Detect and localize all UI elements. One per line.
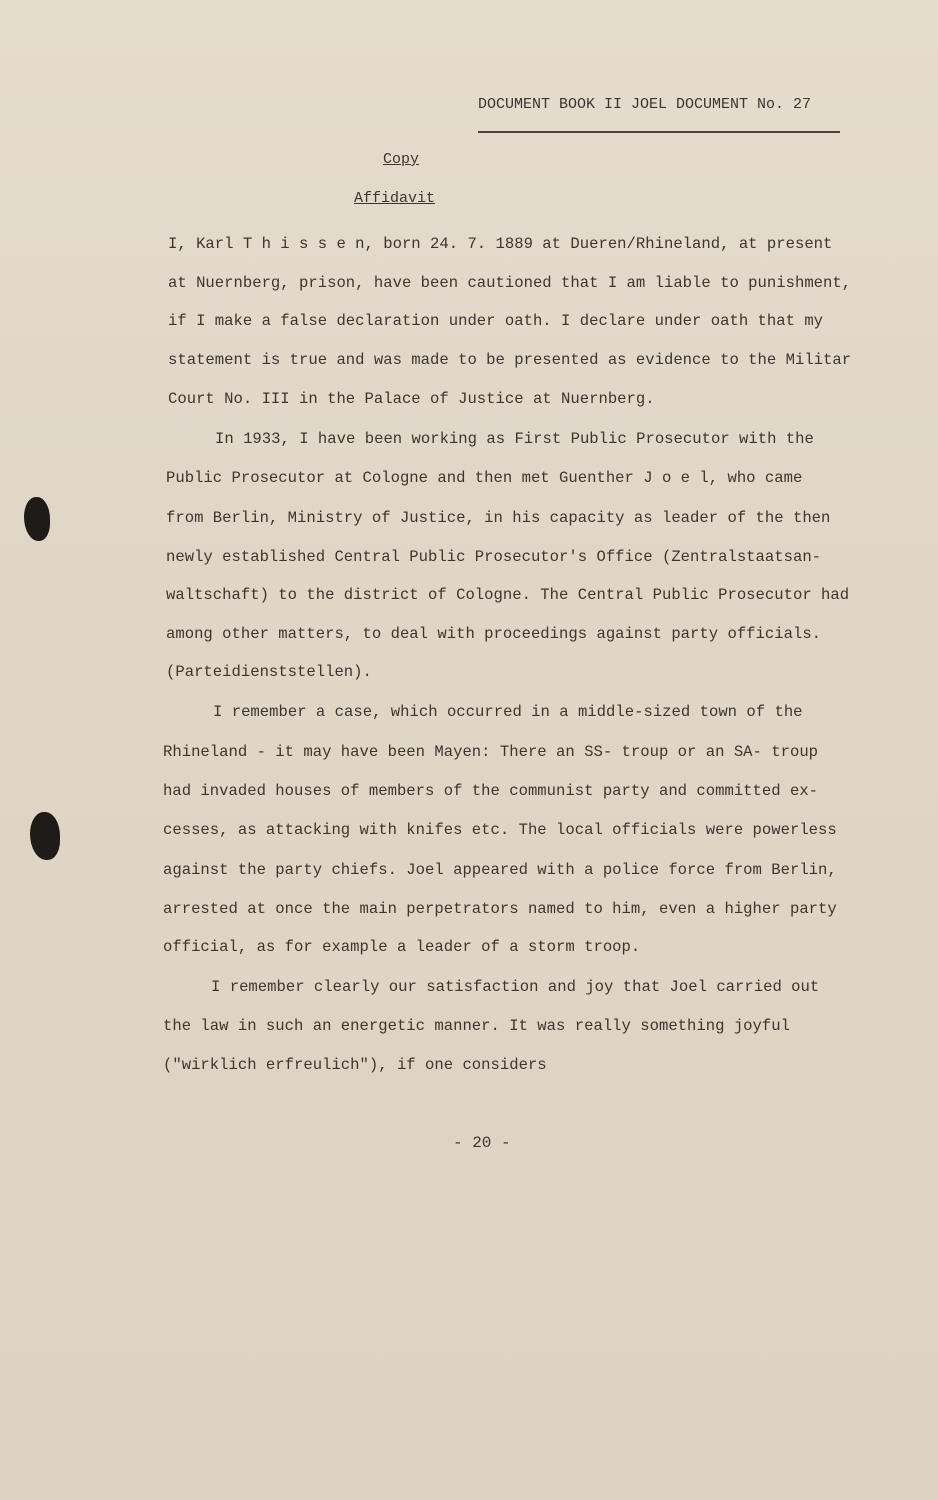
body-line: arrested at once the main perpetrators named to him, even a higher party <box>163 900 837 918</box>
body-line: from Berlin, Ministry of Justice, in his capacity as leader of the then <box>166 509 831 527</box>
punch-hole <box>24 497 50 541</box>
body-line: In 1933, I have been working as First Public Prosecutor with the <box>215 430 814 448</box>
body-line: (Parteidienststellen). <box>166 663 372 681</box>
header-divider <box>478 131 840 133</box>
body-line: had invaded houses of members of the communist party and committed ex- <box>163 782 819 800</box>
body-line: Court No. III in the Palace of Justice at Nuernberg. <box>168 390 655 408</box>
body-line: against the party chiefs. Joel appeared with a police force from Berlin, <box>163 861 837 879</box>
body-line: waltschaft) to the district of Cologne. The Central Public Prosecutor had <box>166 586 850 604</box>
document-reference-header: DOCUMENT BOOK II JOEL DOCUMENT No. 27 <box>478 96 812 113</box>
body-line: Public Prosecutor at Cologne and then met Guenther J o e l, who came <box>166 469 803 487</box>
body-line: at Nuernberg, prison, have been cautioned that I am liable to punishment, <box>168 274 852 292</box>
body-line: newly established Central Public Prosecutor's Office (Zentralstaatsan- <box>166 548 822 566</box>
body-line: if I make a false declaration under oath. I declare under oath that my <box>168 312 824 330</box>
body-line: the law in such an energetic manner. It was really something joyful <box>163 1017 790 1035</box>
page-number: - 20 - <box>453 1134 511 1152</box>
body-line: cesses, as attacking with knifes etc. The local officials were powerless <box>163 821 837 839</box>
body-line: among other matters, to deal with proceedings against party officials. <box>166 625 822 643</box>
punch-hole <box>30 812 60 860</box>
affidavit-title: Affidavit <box>354 190 436 207</box>
body-line: statement is true and was made to be presented as evidence to the Militar <box>168 351 852 369</box>
body-line: Rhineland - it may have been Mayen: There an SS- troup or an SA- troup <box>163 743 819 761</box>
body-line: ("wirklich erfreulich"), if one considers <box>163 1056 547 1074</box>
copy-title: Copy <box>383 151 420 168</box>
body-line: I, Karl T h i s s e n, born 24. 7. 1889 at Dueren/Rhineland, at present <box>168 235 833 253</box>
body-line: I remember clearly our satisfaction and joy that Joel carried out <box>211 978 820 996</box>
body-line: official, as for example a leader of a storm troop. <box>163 938 641 956</box>
body-line: I remember a case, which occurred in a middle-sized town of the <box>213 703 803 721</box>
